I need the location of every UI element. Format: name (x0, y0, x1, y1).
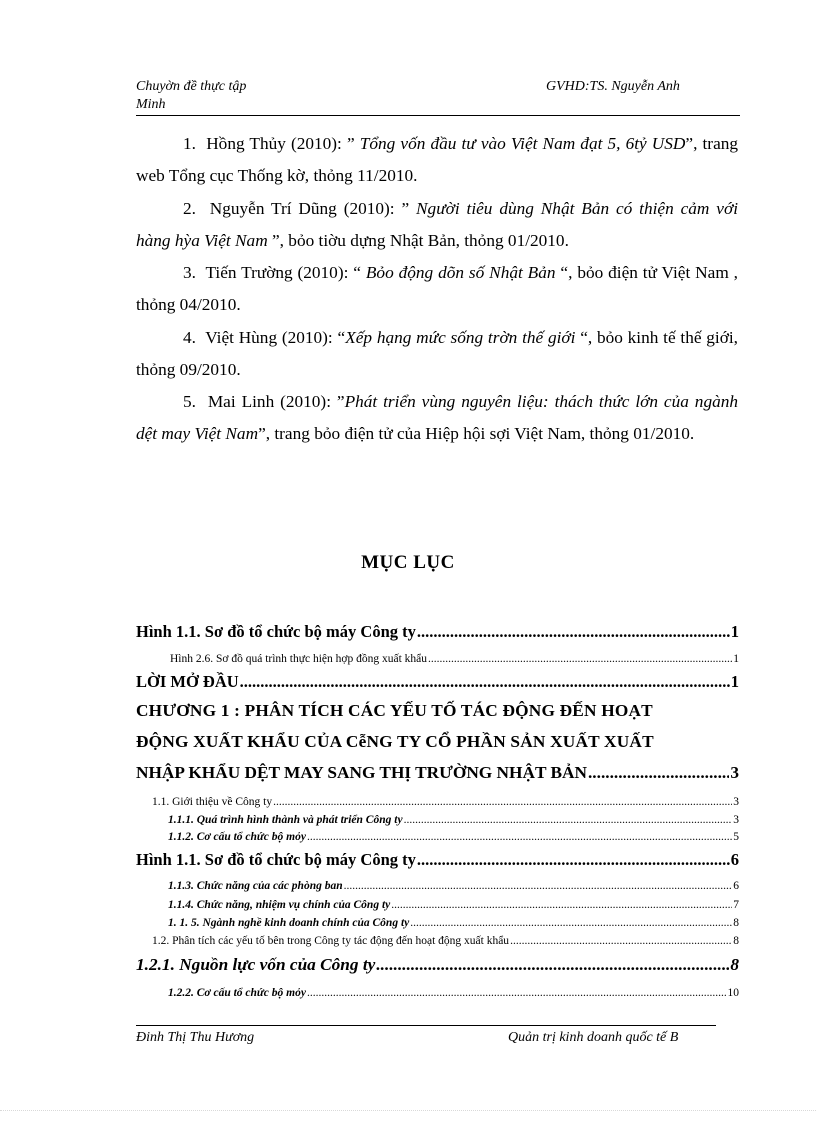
toc-entry[interactable]: 1.1.2. Cơ cấu tổ chức bộ mỏy ..... 5 (168, 831, 739, 843)
toc-entry[interactable]: Hình 2.6. Sơ đồ quá trình thực hiện hợp đồng xuất khẩu ..... 1 (170, 653, 739, 665)
toc-entry[interactable]: 1.2.1. Nguồn lực vốn của Công ty ..... 8 (136, 955, 739, 975)
toc-chapter-line[interactable]: CHƯƠNG 1 : PHÂN TÍCH CÁC YẾU TỐ TÁC ĐỘNG ĐẾN HOẠT (136, 701, 653, 720)
toc-entry[interactable]: Hình 1.1. Sơ đồ tổ chức bộ máy Công ty ..... 6 (136, 850, 739, 870)
footer-author: Đinh Thị Thu Hương (136, 1030, 255, 1045)
toc-entry[interactable]: 1.2. Phân tích các yếu tố bên trong Công ty tác động đến hoạt động xuất khẩu ..... 8 (152, 935, 739, 947)
toc-entry[interactable]: NHẬP KHẨU DỆT MAY SANG THỊ TRƯỜNG NHẬT BẢN ..... 3 (136, 763, 739, 783)
toc-title: MỤC LỤC (361, 552, 455, 573)
reference-item: 2. Nguyễn Trí Dũng (2010): ” Người tiêu dùng Nhật Bản có thiện cảm với hàng hỳa Việt Nam ”, bỏo tiờu dựng Nhật Bản, thỏng 01/2010. (136, 199, 738, 250)
reference-item: 3. Tiến Trường (2010): “ Bỏo động dõn số Nhật Bản “, bỏo điện tử Việt Nam , thỏng 04/2010. (136, 263, 738, 314)
toc-chapter-line[interactable]: ĐỘNG XUẤT KHẨU CỦA CễNG TY CỔ PHẦN SẢN XUẤT XUẤT (136, 732, 654, 751)
header-right-advisor: GVHD:TS. Nguyễn Anh (546, 79, 680, 94)
reference-item: 5. Mai Linh (2010): ”Phát triển vùng nguyên liệu: thách thức lớn của ngành dệt may Việt Nam”, trang bỏo điện tử của Hiệp hội sợi Việt Nam, thỏng 01/2010. (136, 392, 739, 443)
toc-entry[interactable]: 1. 1. 5. Ngành nghề kinh doanh chính của Công ty ..... 8 (168, 917, 739, 929)
toc-entry[interactable]: 1.1.4. Chức năng, nhiệm vụ chính của Công ty ..... 7 (168, 899, 739, 911)
toc-entry[interactable]: 1.1.1. Quá trình hình thành và phát triển Công ty ..... 3 (168, 814, 739, 826)
toc-entry[interactable]: LỜI MỞ ĐẦU ..... 1 (136, 672, 739, 692)
toc-entry[interactable]: Hình 1.1. Sơ đồ tổ chức bộ máy Công ty ..... 1 (136, 622, 739, 642)
header-rule (136, 115, 740, 116)
header-left-continued: Minh (136, 97, 166, 112)
header-left-title: Chuyờn đề thực tập (136, 79, 247, 94)
toc-entry[interactable]: 1.1.3. Chức năng của các phòng ban ..... 6 (168, 880, 739, 892)
reference-item: 1. Hồng Thủy (2010): ” Tổng vốn đầu tư vào Việt Nam đạt 5, 6tỷ USD”, trang web Tổng cục Thống kờ, thỏng 11/2010. (136, 134, 739, 185)
footer-rule (136, 1025, 716, 1026)
reference-item: 4. Việt Hùng (2010): “Xếp hạng mức sống trờn thế giới “, bỏo kinh tế thế giới, thỏng 09/2010. (136, 328, 738, 379)
footer-department: Quản trị kinh doanh quốc tế B (508, 1030, 679, 1045)
toc-entry[interactable]: 1.1. Giới thiệu về Công ty ..... 3 (152, 796, 739, 808)
page-edge-divider (0, 1110, 816, 1111)
toc-entry[interactable]: 1.2.2. Cơ cấu tổ chức bộ mỏy ..... 10 (168, 987, 739, 999)
